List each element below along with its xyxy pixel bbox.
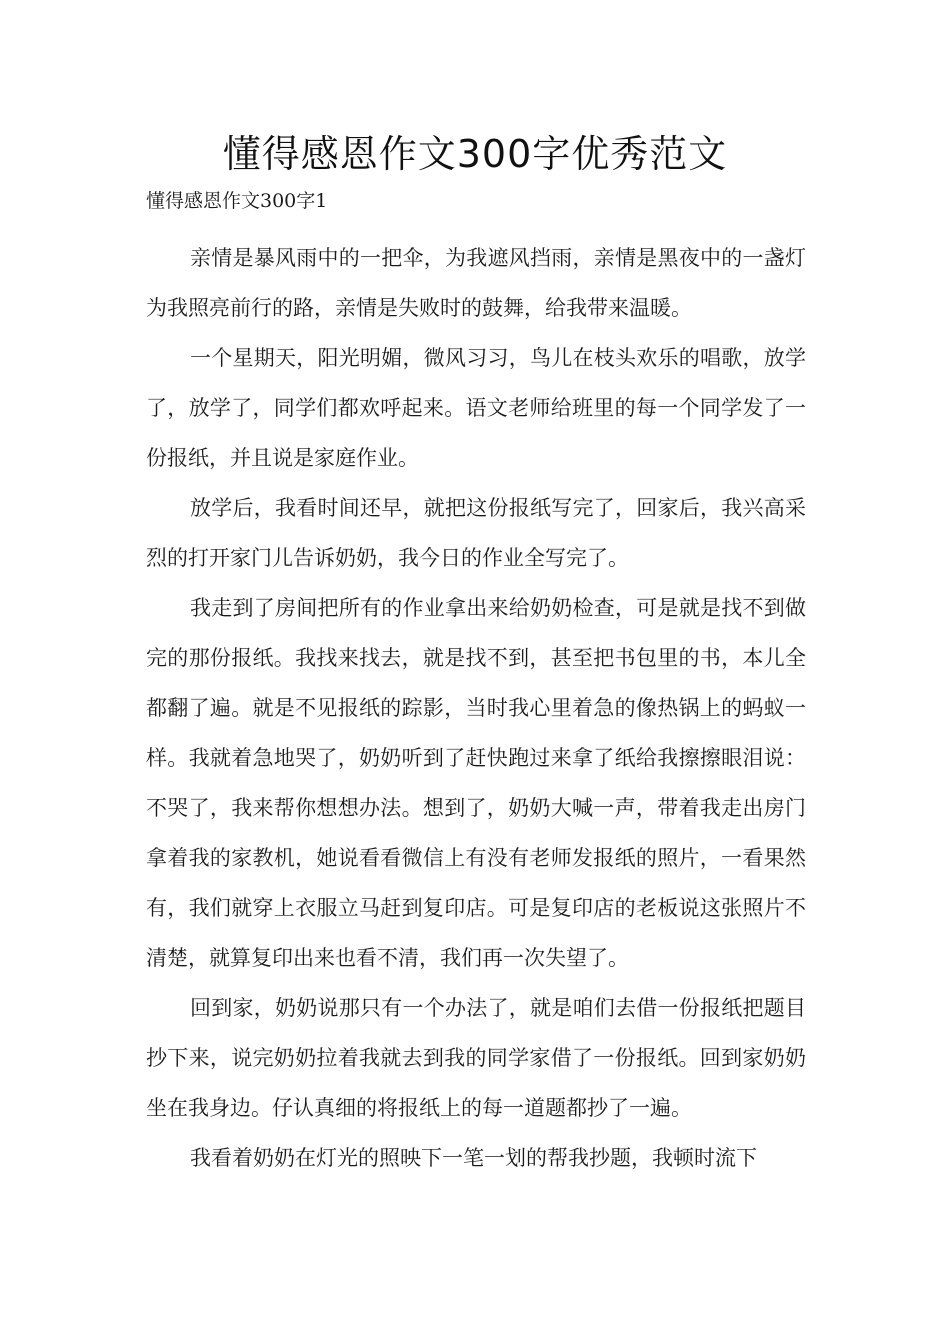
paragraph: 一个星期天，阳光明媚，微风习习，鸟儿在枝头欢乐的唱歌，放学了，放学了，同学们都欢呼起来。语文老师给班里的每一个同学发了一份报纸，并且说是家庭作业。 xyxy=(146,346,806,470)
document-title: 懂得感恩作文300字优秀范文 xyxy=(222,132,728,176)
paragraph: 放学后，我看时间还早，就把这份报纸写完了，回家后，我兴高采烈的打开家门儿告诉奶奶，我今日的作业全写完了。 xyxy=(146,496,806,570)
essay-heading: 懂得感恩作文300字1 xyxy=(146,190,328,212)
essay-body xyxy=(146,233,806,1183)
paragraph: 回到家，奶奶说那只有一个办法了，就是咱们去借一份报纸把题目抄下来，说完奶奶拉着我就去到我的同学家借了一份报纸。回到家奶奶坐在我身边。仔认真细的将报纸上的每一道题都抄了一遍。 xyxy=(146,996,806,1120)
paragraph: 我走到了房间把所有的作业拿出来给奶奶检查，可是就是找不到做完的那份报纸。我找来找去，就是找不到，甚至把书包里的书，本儿全都翻了遍。就是不见报纸的踪影，当时我心里着急的像热锅上的蚂蚁一样。我就着急地哭了，奶奶听到了赶快跑过来拿了纸给我擦擦眼泪说：不哭了，我来帮你想想办法。想到了，奶奶大喊一声，带着我走出房门拿着我的家教机，她说看看微信上有没有老师发报纸的照片，一看果然有，我们就穿上衣服立马赶到复印店。可是复印店的老板说这张照片不清楚，就算复印出来也看不清，我们再一次失望了。 xyxy=(146,596,806,970)
paragraph: 亲情是暴风雨中的一把伞，为我遮风挡雨，亲情是黑夜中的一盏灯为我照亮前行的路，亲情是失败时的鼓舞，给我带来温暖。 xyxy=(146,246,806,320)
paragraph: 我看着奶奶在灯光的照映下一笔一划的帮我抄题，我顿时流下 xyxy=(190,1146,757,1170)
